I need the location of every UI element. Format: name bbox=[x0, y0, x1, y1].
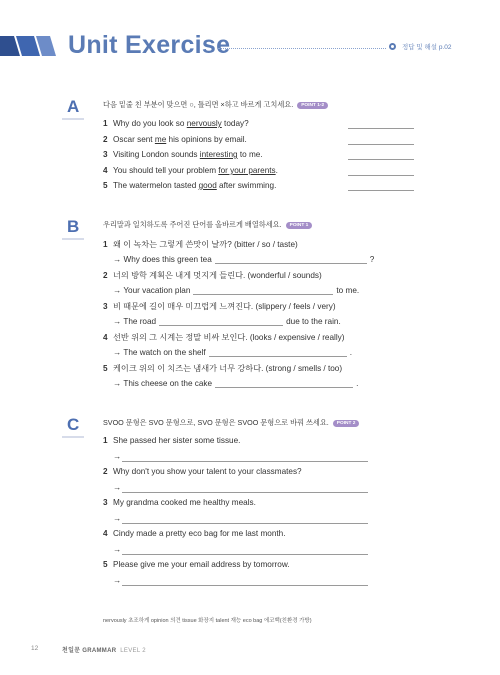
section-c-answer-arrow: → bbox=[113, 545, 122, 554]
answer-blank[interactable] bbox=[209, 348, 347, 357]
section-b-item: 2 너의 방학 계획은 내게 멋지게 들린다. (wonderful / sounds) bbox=[103, 271, 322, 280]
answer-line[interactable] bbox=[348, 159, 414, 160]
section-b-answer: → Why does this green tea ? bbox=[113, 255, 375, 264]
answer-line[interactable] bbox=[122, 492, 368, 493]
section-c-item: 3 My grandma cooked me healthy meals. bbox=[103, 498, 256, 507]
header-dotted-rule bbox=[218, 48, 386, 49]
section-c-answer-arrow: → bbox=[113, 483, 122, 492]
section-b-item: 3 비 때문에 길이 매우 미끄럽게 느껴진다. (slippery / feels / very) bbox=[103, 302, 336, 311]
section-a-instruction: 다음 밑줄 친 부분이 맞으면 ○, 틀리면 ×하고 바르게 고치세요. POINT 1-2 bbox=[103, 100, 328, 110]
section-c-item: 1 She passed her sister some tissue. bbox=[103, 436, 241, 445]
answer-blank[interactable] bbox=[215, 255, 367, 264]
section-c-answer-arrow: → bbox=[113, 576, 122, 585]
section-b-answer: → The road due to the rain. bbox=[113, 317, 341, 326]
section-c-letter: C bbox=[67, 415, 85, 433]
section-b-item: 1 왜 이 녹차는 그렇게 쓴맛이 날까? (bitter / so / taste) bbox=[103, 240, 298, 249]
section-b-answer: → The watch on the shelf . bbox=[113, 348, 352, 357]
section-a-item: 2 Oscar sent me his opinions by email. bbox=[103, 135, 247, 144]
section-a-badge: POINT 1-2 bbox=[297, 102, 328, 109]
section-c-item: 5 Please give me your email address by tomorrow. bbox=[103, 560, 290, 569]
section-b-answer: → Your vacation plan to me. bbox=[113, 286, 360, 295]
answer-blank[interactable] bbox=[159, 317, 283, 326]
answer-blank[interactable] bbox=[215, 379, 353, 388]
answer-line[interactable] bbox=[348, 175, 414, 176]
section-c-answer-arrow: → bbox=[113, 514, 122, 523]
header-decoration bbox=[0, 32, 60, 60]
answer-line[interactable] bbox=[122, 585, 368, 586]
answer-ref-icon bbox=[389, 43, 396, 50]
section-b-letter: B bbox=[67, 217, 85, 235]
book-title: 천일문 GRAMMAR LEVEL 2 bbox=[62, 648, 146, 654]
section-c-instruction: SVOO 문형은 SVO 문형으로, SVO 문형은 SVOO 문형으로 바꿔 쓰세요. POINT 2 bbox=[103, 418, 359, 428]
page-number: 12 bbox=[31, 645, 39, 652]
section-a-item: 4 You should tell your problem for your parents. bbox=[103, 166, 278, 175]
vocabulary-footnote: nervously 초조하게 opinion 의견 tissue 화장지 talent 재능 eco bag 에코백(친환경 가방) bbox=[103, 618, 312, 624]
answer-blank[interactable] bbox=[193, 286, 333, 295]
section-b-item: 5 케이크 위의 이 치즈는 냄새가 너무 강하다. (strong / smells / too) bbox=[103, 364, 343, 373]
answer-line[interactable] bbox=[122, 461, 368, 462]
section-c-badge: POINT 2 bbox=[333, 420, 360, 427]
answer-line[interactable] bbox=[122, 554, 368, 555]
section-b-badge: POINT 1 bbox=[286, 222, 313, 229]
section-b-instruction: 우리말과 일치하도록 주어진 단어를 올바르게 배열하세요. POINT 1 bbox=[103, 220, 312, 230]
page-title: Unit Exercise bbox=[68, 31, 231, 59]
answer-reference: 정답 및 해설 p.02 bbox=[402, 44, 452, 51]
section-a-item: 1 Why do you look so nervously today? bbox=[103, 119, 249, 128]
answer-line[interactable] bbox=[348, 190, 414, 191]
section-c-item: 4 Cindy made a pretty eco bag for me last month. bbox=[103, 529, 286, 538]
section-c-answer-arrow: → bbox=[113, 452, 122, 461]
section-c-item: 2 Why don't you show your talent to your classmates? bbox=[103, 467, 302, 476]
section-a-letter: A bbox=[67, 97, 85, 115]
answer-line[interactable] bbox=[122, 523, 368, 524]
section-b-answer: → This cheese on the cake . bbox=[113, 379, 359, 388]
answer-line[interactable] bbox=[348, 144, 414, 145]
section-a-item: 5 The watermelon tasted good after swimming. bbox=[103, 181, 277, 190]
section-a-item: 3 Visiting London sounds interesting to me. bbox=[103, 150, 263, 159]
section-b-item: 4 선반 위의 그 시계는 정말 비싸 보인다. (looks / expensive / really) bbox=[103, 333, 345, 342]
answer-line[interactable] bbox=[348, 128, 414, 129]
